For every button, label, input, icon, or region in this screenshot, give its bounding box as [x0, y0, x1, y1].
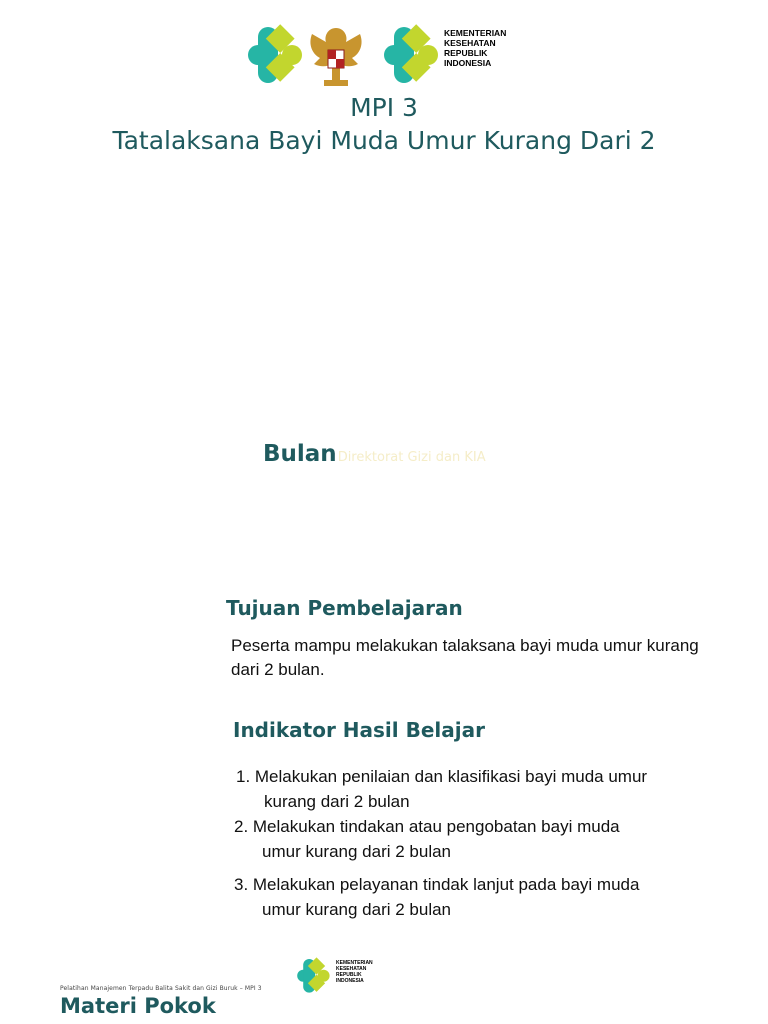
list-item-continuation: umur kurang dari 2 bulan	[262, 900, 452, 919]
tujuan-text: Peserta mampu melakukan talaksana bayi muda umur kurang dari 2 bulan.	[231, 636, 699, 679]
title-continuation	[263, 441, 486, 467]
garuda-emblem-icon	[310, 28, 361, 86]
footer-course-text: Pelatihan Manajemen Terpadu Balita Sakit dan Gizi Buruk – MPI 3	[60, 985, 262, 992]
header-logos	[244, 18, 514, 88]
page-subtitle: Tatalaksana Bayi Muda Umur Kurang Dari 2	[112, 126, 656, 155]
ministry-logo-icon	[244, 18, 514, 88]
footer-logo-text-line: REPUBLIK	[336, 972, 362, 978]
list-item-text: 2. Melakukan tindakan atau pengobatan bayi muda	[234, 817, 620, 836]
footer-logo-text-line: KESEHATAN	[336, 966, 367, 972]
list-item	[234, 872, 734, 922]
health-cross-logo-icon	[248, 24, 302, 83]
indikator-heading: Indikator Hasil Belajar	[233, 718, 485, 742]
logo-text-line: KESEHATAN	[444, 38, 496, 48]
footer-logo-text-line: KEMENTERIAN	[336, 960, 373, 966]
list-item-continuation: kurang dari 2 bulan	[264, 792, 410, 811]
list-item-continuation: umur kurang dari 2 bulan	[262, 842, 452, 861]
list-item-text: 1. Melakukan penilaian dan klasifikasi bayi muda umur	[236, 767, 648, 786]
next-section-heading: Materi Pokok	[60, 994, 216, 1018]
footer-ministry-logo-icon	[294, 954, 384, 994]
logo-text-line: REPUBLIK	[444, 48, 488, 58]
footer-logo-text-line: INDONESIA	[336, 978, 364, 984]
bulan-text: Bulan	[263, 441, 337, 467]
page-title: MPI 3	[350, 93, 418, 122]
logo-text-line: KEMENTERIAN	[444, 28, 507, 38]
tujuan-heading: Tujuan Pembelajaran	[226, 596, 463, 620]
footer-logo	[294, 954, 384, 994]
list-item-text: 3. Melakukan pelayanan tindak lanjut pada bayi muda	[234, 875, 640, 894]
logo-text-line: INDONESIA	[444, 58, 492, 68]
directorate-text: Direktorat Gizi dan KIA	[337, 450, 486, 465]
list-item	[236, 764, 736, 814]
list-item	[234, 814, 734, 864]
